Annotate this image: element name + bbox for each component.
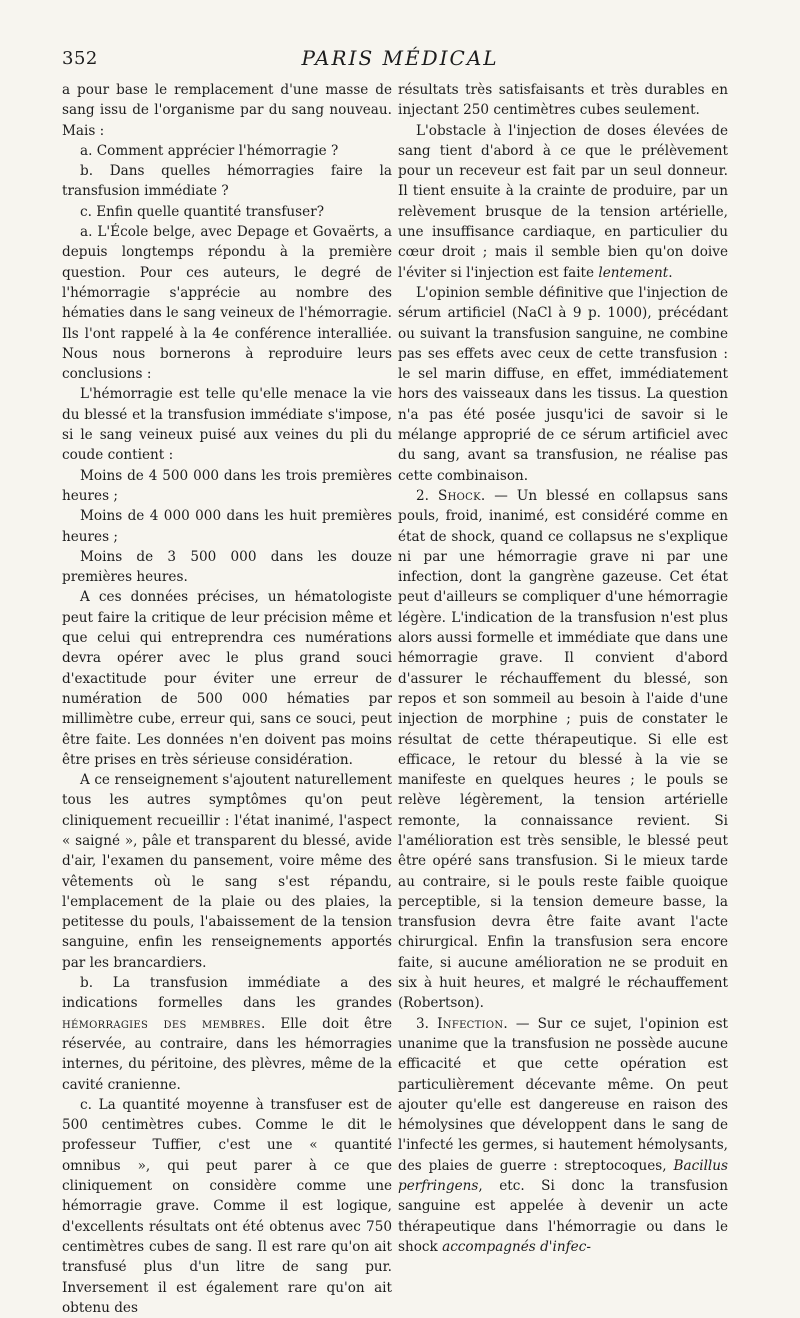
shock-text: . — Un blessé en collapsus sans pouls, froid, inanimé, est considéré comme en état de shock, quand ce collapsus ne s'explique ni par une hémorragie grave ni par une infection, dont la gangrène gazeuse. Cet état peut d'ailleurs se compliquer d'une hémorragie légère. L'indication de la transfusion n'est plus alors aussi formelle et immédiate que dans une hémorragie grave. Il convient d'abord d'assurer le réchauffement du blessé, son repos et son sommeil au besoin à l'aide d'une injection de morphine ; puis de constater le résultat de cette thérapeutique. Si elle est efficace, le retour du blessé à la vie se manifeste en quelques heures ; le pouls se relève légèrement, la tension artérielle remonte, la connaissance revient. Si l'amélioration est très sensible, le blessé peut être opéré sans transfusion. Si le mieux tarde au contraire, si le pouls reste faible quoique perceptible, si la tension demeure basse, la transfusion devra être faite avant l'acte chirurgical. Enfin la transfusion sera encore faite, si aucune amélioration ne se produit en six à huit heures, et malgré le réchauffement (Robertson). bbox=[398, 487, 729, 1012]
infection-text: . — Sur ce sujet, l'opinion est unanime que la transfusion ne possède aucune efficacité et que cette opération est particulièrement décevante même. On peut ajouter qu'elle est dangereuse en raison des hémolysines que développent dans le sang de l'infecté les germes, si hautement hémolysants, des plaies de guerre : streptocoques, bbox=[398, 1015, 729, 1174]
infection-text-mid: , etc. Si donc la transfusion sanguine est appelée à devenir un acte thérapeutique dans l'hémorragie ou dans le shock bbox=[398, 1178, 728, 1255]
answer-b-small-caps: hémorragies des membres bbox=[62, 1015, 261, 1032]
obstacle-text-start: L'obstacle à l'injection de doses élevées de sang tient d'abord à ce que le prélèvement pour un receveur est fait par un seul donneur. Il tient ensuite à la crainte de produire, par un relèvement brusque de la tension artérielle, une insuffisance cardiaque, en particulier du cœur droit ; mais il semble bien qu'on doive l'éviter si l'injection est faite bbox=[398, 122, 728, 281]
paragraph-shock bbox=[398, 486, 728, 1014]
paragraph-continuation: a pour base le remplacement d'une masse de sang issu de l'organisme par du sang nouveau. Mais : bbox=[62, 82, 392, 139]
left-column bbox=[62, 80, 392, 1318]
obstacle-emphasis: lentement bbox=[598, 264, 669, 281]
paragraph-hematologist: A ces données précises, un hématologiste peut faire la critique de leur précision même et que celui qui entreprendra ces numérations devra opérer avec le plus grand souci d'exactitude pour éviter une erreur de numération de 500 000 hématies par millimètre cube, erreur qui, sans ce souci, peut être faite. Les données n'en doivent pas moins être prises en très sérieuse considération. bbox=[62, 589, 392, 768]
infection-species: Bacillus perfringens bbox=[398, 1157, 728, 1195]
obstacle-text-end: . bbox=[668, 264, 673, 281]
answer-b-text-start: b. La transfusion immédiate a des indications formelles dans les grandes bbox=[62, 975, 392, 1012]
paragraph-answer-c: c. La quantité moyenne à transfuser est de 500 centimètres cubes. Comme le dit le professeur Tuffier, c'est une « quantité omnibus », qui peut parer à ce que cliniquement on considère comme une hémorragie grave. Comme il est logique, d'excellents résultats ont été obtenus avec 750 centimètres cubes de sang. Il est rare qu'on ait transfusé plus d'un litre de sang pur. Inversement il est également rare qu'on ait obtenu des bbox=[62, 1096, 392, 1316]
paragraph-infection bbox=[398, 1014, 728, 1258]
paragraph-threshold-1: Moins de 4 500 000 dans les trois premières heures ; bbox=[62, 467, 392, 504]
answer-b-text-end: . Elle doit être réservée, au contraire, dans les hémorragies internes, du péritoine, des plèvres, même de la cavité cranienne. bbox=[62, 1015, 393, 1093]
shock-heading: Shock bbox=[438, 487, 481, 504]
paragraph-opinion: L'opinion semble définitive que l'injection de sérum artificiel (NaCl à 9 p. 1000), précédant ou suivant la transfusion sanguine, ne combine pas ses effets avec ceux de cette transfusion : le sel marin diffuse, en effet, immédiatement hors des vaisseaux dans les tissus. La question n'a pas été posée jusqu'ici de savoir si le mélange approprié de ce sérum artificiel avec du sang, avant sa transfusion, ne réalise pas cette combinaison. bbox=[398, 284, 728, 484]
journal-title: PARIS MÉDICAL bbox=[301, 46, 499, 70]
paragraph-answer-b bbox=[62, 973, 392, 1095]
shock-number: 2. bbox=[416, 487, 439, 504]
paragraph-symptoms: A ce renseignement s'ajoutent naturellement tous les autres symptômes qu'on peut cliniquement recueillir : l'état inanimé, l'aspect « saigné », pâle et transparent du blessé, avide d'air, l'examen du pansement, voire même des vêtements où le sang s'est répandu, l'emplacement de la plaie ou des plaies, la petitesse du pouls, l'abaissement de la tension sanguine, enfin les renseignements apportés par les brancardiers. bbox=[62, 772, 392, 971]
question-c: c. Enfin quelle quantité transfuser? bbox=[80, 203, 324, 220]
running-head bbox=[62, 44, 738, 74]
infection-text-end: accompagnés d'infec- bbox=[442, 1238, 591, 1255]
paragraph-quote: L'hémorragie est telle qu'elle menace la vie du blessé et la transfusion immédiate s'impose, si le sang veineux puisé aux veines du pli du coude contient : bbox=[62, 386, 392, 464]
infection-number: 3. bbox=[416, 1015, 438, 1032]
question-b: b. Dans quelles hémorragies faire la transfusion immédiate ? bbox=[62, 163, 392, 200]
paragraph-threshold-3: Moins de 3 500 000 dans les douze premières heures. bbox=[62, 548, 392, 586]
paragraph-threshold-2: Moins de 4 000 000 dans les huit premières heures ; bbox=[62, 508, 392, 545]
page-number: 352 bbox=[62, 48, 98, 69]
question-a: a. Comment apprécier l'hémorragie ? bbox=[80, 142, 339, 159]
right-column bbox=[398, 80, 728, 1257]
paragraph-answer-a: a. L'École belge, avec Depage et Govaërts, a depuis longtemps répondu à la première question. Pour ces auteurs, le degré de l'hémorragie s'apprécie au nombre des hématies dans le sang veineux de l'hémorragie. Ils l'ont rappelé à la 4e conférence interalliée. Nous nous bornerons à reproduire leurs conclusions : bbox=[62, 224, 392, 383]
infection-heading: Infection bbox=[437, 1015, 504, 1032]
paragraph-continuation-right: résultats très satisfaisants et très durables en injectant 250 centimètres cubes seulement. bbox=[398, 82, 728, 119]
paragraph-obstacle bbox=[398, 121, 728, 283]
